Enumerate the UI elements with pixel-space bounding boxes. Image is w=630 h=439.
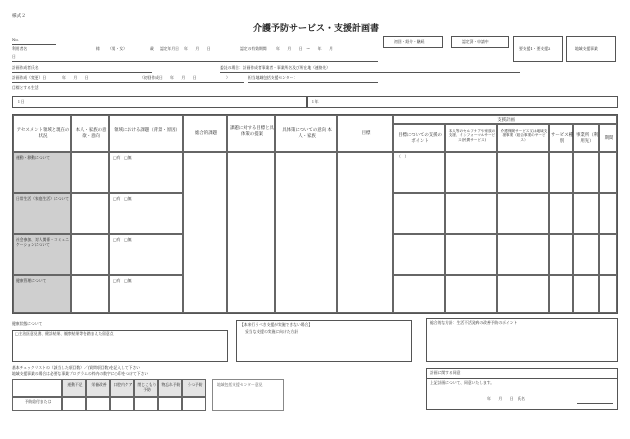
header-total-issue: 総合的課題 — [183, 115, 227, 152]
intent-cell[interactable] — [71, 275, 109, 313]
checklist-value-cell[interactable] — [110, 397, 134, 411]
formal-service-cell[interactable] — [497, 193, 549, 234]
goal-cell[interactable] — [337, 152, 393, 313]
area-row-daily-life: 日常生活（家庭生活）について — [13, 193, 71, 234]
service-type-cell[interactable] — [549, 234, 573, 275]
formal-service-cell[interactable] — [497, 275, 549, 313]
header-goal: 目標 — [337, 115, 393, 152]
level-box-2[interactable]: 地域支援事業 — [566, 36, 616, 62]
provider-cell[interactable] — [573, 275, 599, 313]
goal-points-cell[interactable] — [393, 275, 445, 313]
period-cell[interactable] — [599, 275, 617, 313]
header-service-type: サービス種別 — [549, 124, 573, 152]
total-issue-cell[interactable] — [183, 152, 227, 313]
checklist-header: 栄養改善 — [86, 379, 110, 397]
header-support-plan: 支援計画 — [393, 115, 617, 124]
cert-date-label: 認定年月日 — [160, 46, 179, 51]
goal-label: 目標とする生活 — [12, 85, 39, 90]
created-date-value[interactable]: 年 月 日 — [62, 75, 89, 80]
checklist-header: 閉じこもり予防 — [134, 379, 158, 397]
intent-cell[interactable] — [71, 193, 109, 234]
issue-cell[interactable] — [109, 275, 183, 313]
checklist-header: 運動不足 — [62, 379, 86, 397]
header-assessment: アセスメント領域と現在の状況 — [13, 115, 71, 152]
cert-period-label: 認定の有効期間 — [240, 46, 267, 51]
overall-policy-box[interactable]: 総合的な方針：生活不活発病の改善予防のポイント — [426, 318, 618, 362]
number-label: No. — [12, 37, 19, 42]
plan-table — [12, 114, 618, 314]
close-paren: ） — [226, 75, 230, 80]
level-box-1[interactable]: 要支援1・要支援2 — [513, 36, 563, 62]
provider-cell[interactable] — [573, 234, 599, 275]
service-type-cell[interactable] — [549, 152, 573, 193]
period-cell[interactable] — [599, 152, 617, 193]
gender-field[interactable]: （男・女） — [108, 46, 127, 51]
checklist-header: 口腔内ケア — [110, 379, 134, 397]
formal-service-cell[interactable] — [497, 234, 549, 275]
area-row-social: 社会参加、対人関係・コミュニケーションについて — [13, 234, 71, 275]
center-opinion-box[interactable]: 地域包括支援センター意見 — [212, 379, 284, 411]
intent-cell[interactable] — [71, 234, 109, 275]
delegation-label: 委託の場合：計画作成者事業者・事業所名及び所在地（連絡先） — [220, 65, 331, 70]
area-row-movement: 運動・移動について — [13, 152, 71, 193]
unavailable-support-box[interactable]: 【本来行うべき支援が実施できない場合】 妥当な支援の実施に向けた方針 — [236, 320, 412, 362]
yes-no-checkbox[interactable]: □有 □無 — [113, 196, 132, 201]
checklist-corner — [12, 379, 62, 397]
yes-no-checkbox[interactable]: □有 □無 — [113, 278, 132, 283]
first-created-label: （初回作成日 — [140, 75, 163, 80]
center-label: 担当地域包括支援センター： — [248, 75, 298, 80]
goal-year-box[interactable]: １年 — [306, 96, 618, 108]
header-formal-service: 介護保険サービス又は地域支援事業（総合事業のサービス） — [497, 124, 549, 152]
period-cell[interactable] — [599, 234, 617, 275]
yes-no-checkbox[interactable]: □有 □無 — [113, 237, 132, 242]
header-period: 期間 — [599, 124, 617, 152]
yes-no-checkbox[interactable]: □有 □無 — [113, 155, 132, 160]
self-care-cell[interactable] — [445, 193, 497, 234]
header-provider: 事業所（利用先） — [573, 124, 599, 152]
checklist-value-cell[interactable] — [134, 397, 158, 411]
issue-cell[interactable] — [109, 193, 183, 234]
checklist-row-label: 予防給付または — [12, 397, 62, 411]
author-underline — [12, 72, 152, 73]
self-care-cell[interactable] — [445, 275, 497, 313]
formal-service-cell[interactable] — [497, 152, 549, 193]
consent-box[interactable]: 計画に関する同意 上記計画について、同意いたします。 年 月 日 氏名 — [426, 368, 618, 410]
issue-cell[interactable] — [109, 152, 183, 193]
age-suffix: 歳 — [150, 46, 154, 51]
header-policy-intent: 具体策についての意向 本人・家族 — [275, 115, 337, 152]
goal-points-cell[interactable]: （ ） — [393, 152, 445, 193]
number-underline — [12, 44, 56, 45]
health-title: 健康状態について — [12, 321, 43, 326]
self-care-cell[interactable] — [445, 234, 497, 275]
provider-cell[interactable] — [573, 193, 599, 234]
author-label: 計画作成者氏名 — [12, 65, 39, 70]
issue-cell[interactable] — [109, 234, 183, 275]
row1-underline — [12, 61, 378, 62]
checklist-header: 物忘れ予防 — [158, 379, 182, 397]
checklist-note-2: 地域支援事業の場合は必要な事業プログラムの枠内の数字に○印をつけて下さい — [12, 371, 149, 376]
service-type-cell[interactable] — [549, 275, 573, 313]
cert-period-value[interactable]: 年 月 日 ～ 年 月 — [276, 46, 333, 51]
header-goal-points: 目標についての支援のポイント — [393, 124, 445, 152]
consent-date[interactable]: 年 月 日 氏名 — [487, 396, 525, 401]
created-underline — [12, 82, 244, 83]
period-cell[interactable] — [599, 193, 617, 234]
goal-points-cell[interactable] — [393, 234, 445, 275]
proposal-cell[interactable] — [227, 152, 275, 313]
day-suffix: 日 — [12, 54, 16, 59]
checklist-table — [12, 379, 206, 411]
goal-day-box[interactable]: １日 — [12, 96, 308, 108]
header-issues: 領域における課題（背景・原因） — [109, 115, 183, 152]
form-number: 様式２ — [12, 14, 26, 19]
delegation-underline — [220, 72, 520, 73]
provider-cell[interactable] — [573, 152, 599, 193]
user-name-label: 利用者名 — [12, 46, 28, 51]
created-date-label: 計画作成（変更）日 — [12, 75, 47, 80]
header-intent: 本人・家族の意欲・意向 — [71, 115, 109, 152]
checklist-value-cell[interactable] — [86, 397, 110, 411]
form-title: 介護予防サービス・支援計画書 — [253, 24, 380, 34]
header-proposal: 課題に対する目標と具体策の提案 — [227, 115, 275, 152]
status-box-1[interactable]: 初回・紹介・継続 — [383, 36, 443, 48]
health-box[interactable]: □主治医意見書、健診結果、観察結果等を踏まえた留意点 — [12, 330, 228, 362]
first-created-value[interactable]: 年 月 日 — [170, 75, 197, 80]
intent-cell[interactable] — [71, 152, 109, 193]
status-box-2[interactable]: 認定済・申請中 — [451, 36, 509, 48]
center-underline — [248, 82, 378, 83]
cert-date-value[interactable]: 年 月 日 — [184, 46, 211, 51]
area-row-health: 健康管理について — [13, 275, 71, 313]
checklist-value-cell[interactable] — [62, 397, 86, 411]
checklist-value-cell[interactable] — [182, 397, 206, 411]
goal-points-cell[interactable] — [393, 193, 445, 234]
service-type-cell[interactable] — [549, 193, 573, 234]
checklist-header: うつ予防 — [182, 379, 206, 397]
policy-intent-cell[interactable] — [275, 152, 337, 313]
header-self-care: 本人等のセルフケアや家族の支援、インフォーマルサービス(民間サービス) — [445, 124, 497, 152]
checklist-note-1: 基本チェックリストの（該当した項目数）／(質問項目数)を記入して下さい — [12, 365, 141, 370]
self-care-cell[interactable] — [445, 152, 497, 193]
honorific: 様 — [96, 46, 100, 51]
checklist-value-cell[interactable] — [158, 397, 182, 411]
